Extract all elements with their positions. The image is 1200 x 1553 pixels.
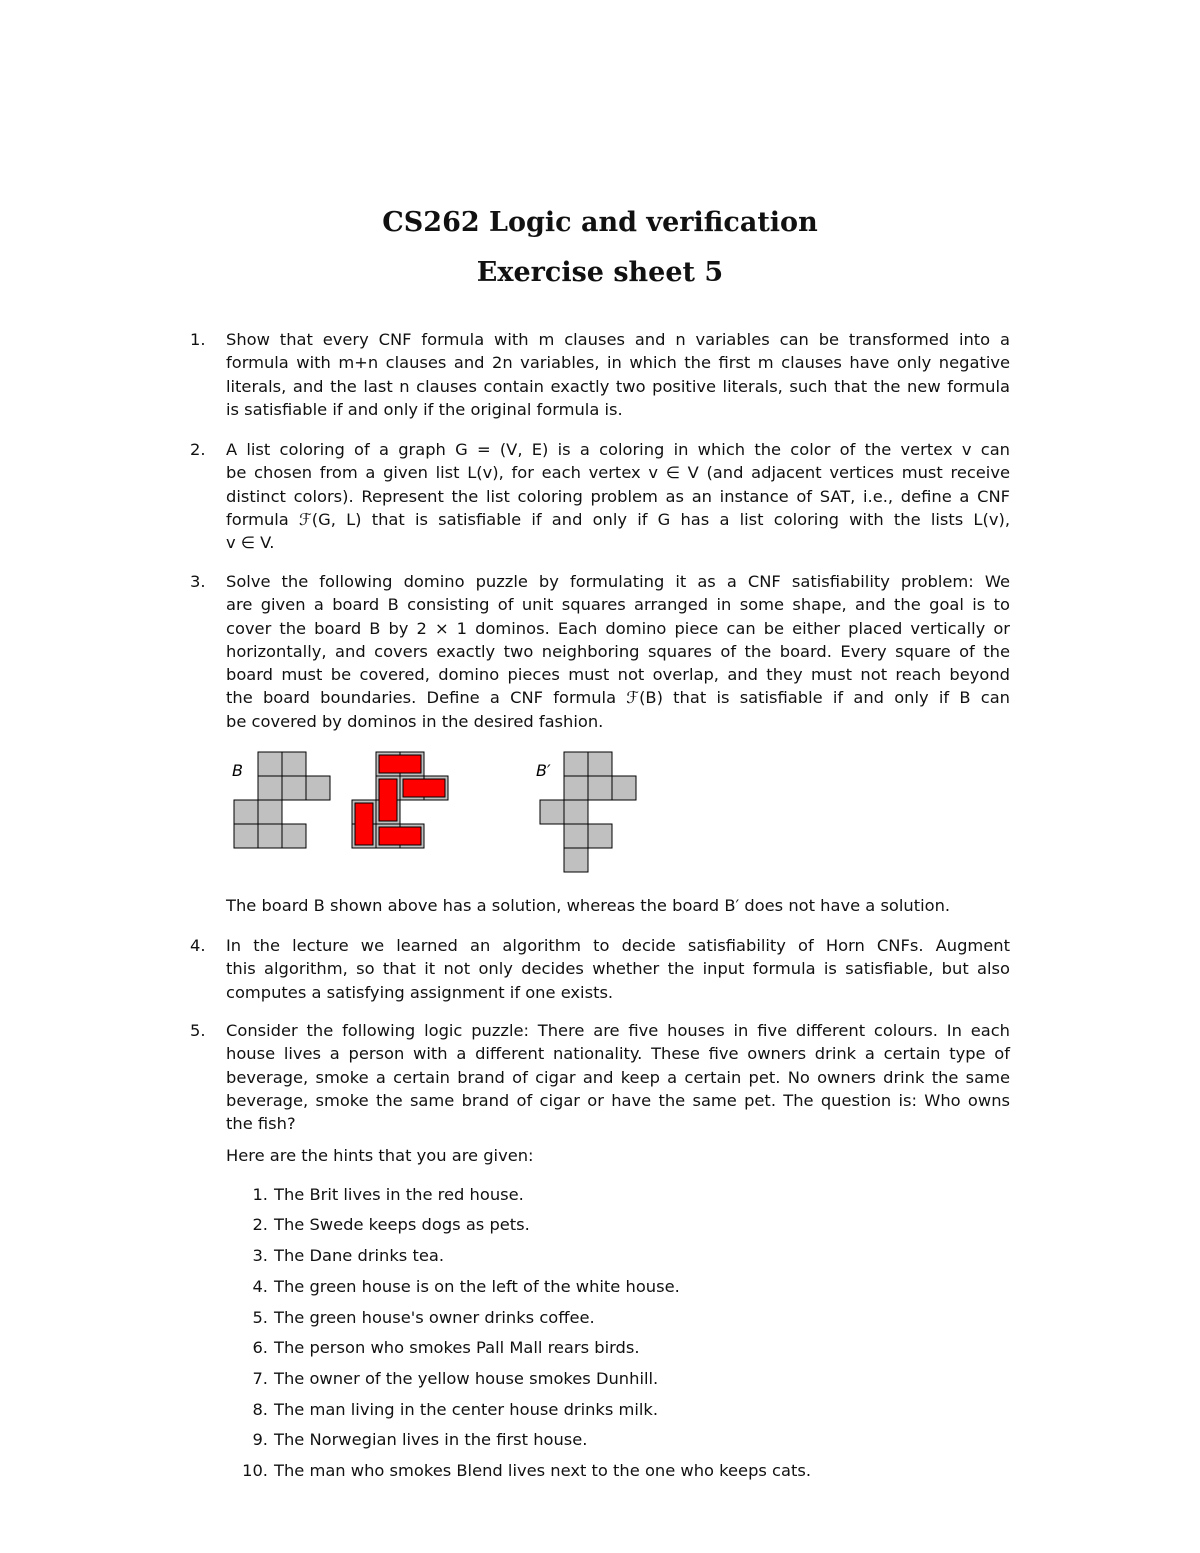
exercise-line: be chosen from a given list L(v), for each vertex v ∈ V (and adjacent vertices must receive (226, 463, 1010, 483)
exercise-line: horizontally, and covers exactly two neighboring squares of the board. Every square of the (226, 641, 1010, 661)
hint-item (240, 1183, 524, 1206)
domino-piece (355, 803, 373, 845)
hint-number: 1. (252, 1185, 268, 1204)
exercise-2 (190, 438, 1010, 554)
exercise-line: A list coloring of a graph G = (V, E) is a coloring in which the color of the vertex v can (226, 440, 1010, 459)
hint-number: 4. (252, 1277, 268, 1296)
domino-piece (379, 827, 421, 845)
board-cell (612, 776, 636, 800)
figure-caption: The board B shown above has a solution, whereas the board B′ does not have a solution. (226, 896, 951, 915)
hint-text: The man who smokes Blend lives next to the one who keeps cats. (274, 1461, 812, 1480)
hint-item (240, 1275, 680, 1298)
board-cell (258, 824, 282, 848)
board-cell (588, 776, 612, 800)
board-cell (258, 776, 282, 800)
hint-text: The Dane drinks tea. (274, 1246, 444, 1265)
exercise-line: Consider the following logic puzzle: There are five houses in five different colours. In each (226, 1021, 1010, 1040)
hint-item (240, 1459, 811, 1482)
board-cell (282, 824, 306, 848)
exercise-line: In the lecture we learned an algorithm to decide satisfiability of Horn CNFs. Augment (226, 936, 1010, 955)
board-cell (258, 752, 282, 776)
hint-number: 3. (252, 1246, 268, 1265)
hint-item (240, 1213, 530, 1236)
board-cell (588, 824, 612, 848)
hint-number: 10. (242, 1461, 268, 1480)
exercise-line: distinct colors). Represent the list coloring problem as an instance of SAT, i.e., define a CNF (226, 486, 1010, 506)
hint-item (240, 1398, 658, 1421)
board-cell (234, 800, 258, 824)
hint-number: 2. (252, 1215, 268, 1234)
exercise-line: Solve the following domino puzzle by formulating it as a CNF satisfiability problem: We (226, 572, 1010, 591)
hint-text: The owner of the yellow house smokes Dunhill. (274, 1369, 659, 1388)
domino-piece (379, 779, 397, 821)
exercise-line: Show that every CNF formula with m clauses and n variables can be transformed into a (226, 330, 1010, 349)
board-cell (258, 800, 282, 824)
exercise-line: formula with m+n clauses and 2n variables, in which the first m clauses have only negative (226, 353, 1010, 373)
exercise-line: beverage, smoke a certain brand of cigar and keep a certain pet. No owners drink the same (226, 1067, 1010, 1087)
hint-text: The Brit lives in the red house. (274, 1185, 524, 1204)
sheet-title: Exercise sheet 5 (476, 257, 724, 288)
exercise-line: are given a board B consisting of unit squares arranged in some shape, and the goal is to (226, 595, 1010, 615)
hint-item (240, 1367, 658, 1390)
board-cell (306, 776, 330, 800)
exercise-number: 1. (190, 330, 206, 349)
exercise-3 (190, 570, 1010, 733)
hint-text: The green house's owner drinks coffee. (274, 1308, 595, 1327)
exercise-line: cover the board B by 2 × 1 dominos. Each domino piece can be either placed vertically or (226, 618, 1010, 638)
hint-item (240, 1336, 640, 1359)
exercise-1 (190, 328, 1010, 421)
exercise-line: v ∈ V. (226, 533, 275, 553)
hint-text: The Norwegian lives in the first house. (274, 1430, 588, 1449)
hint-number: 6. (252, 1338, 268, 1357)
exercise-number: 3. (190, 572, 206, 591)
exercise-line: board must be covered, domino pieces must not overlap, and they must not reach beyond (226, 665, 1010, 685)
exercise-line: is satisfiable if and only if the original formula is. (226, 399, 623, 419)
board-cell (564, 824, 588, 848)
hint-text: The Swede keeps dogs as pets. (274, 1215, 530, 1234)
board-b-prime (540, 752, 636, 872)
course-title: CS262 Logic and verification (382, 207, 818, 238)
exercise-line: house lives a person with a different nationality. These five owners drink a certain type of (226, 1044, 1010, 1064)
hint-text: The green house is on the left of the white house. (274, 1277, 680, 1296)
exercise-line: computes a satisfying assignment if one exists. (226, 982, 614, 1002)
domino-piece (403, 779, 445, 797)
board-cell (282, 752, 306, 776)
board-cell (564, 752, 588, 776)
board-cell (564, 776, 588, 800)
hint-number: 8. (252, 1400, 268, 1419)
exercise-line: this algorithm, so that it not only decides whether the input formula is satisfiable, but also (226, 959, 1010, 979)
board-cell (282, 776, 306, 800)
hint-text: The person who smokes Pall Mall rears birds. (274, 1338, 640, 1357)
hint-item (240, 1306, 595, 1329)
board-cell (234, 824, 258, 848)
exercise-line: the board boundaries. Define a CNF formula ℱ(B) that is satisfiable if and only if B can (226, 688, 1010, 708)
exercise-5 (190, 1019, 1010, 1135)
exercise-line: the fish? (226, 1114, 296, 1134)
hint-item (240, 1428, 588, 1451)
hint-number: 9. (252, 1430, 268, 1449)
board-cell (564, 848, 588, 872)
exercise-line: be covered by dominos in the desired fashion. (226, 711, 604, 731)
board-b-prime-label: B′ (536, 761, 551, 780)
hints-intro: Here are the hints that you are given: (226, 1146, 534, 1165)
board-cell (540, 800, 564, 824)
board-cell (564, 800, 588, 824)
exercise-line: beverage, smoke the same brand of cigar or have the same pet. The question is: Who owns (226, 1090, 1010, 1110)
exercise-line: literals, and the last n clauses contain exactly two positive literals, such that the new formula (226, 376, 1010, 396)
hint-item (240, 1244, 444, 1267)
exercise-line: formula ℱ(G, L) that is satisfiable if and only if G has a list coloring with the lists L(v), (226, 509, 1010, 529)
board-b-solution (352, 752, 448, 848)
hint-number: 5. (252, 1308, 268, 1327)
hint-text: The man living in the center house drinks milk. (274, 1400, 659, 1419)
hint-number: 7. (252, 1369, 268, 1388)
exercise-number: 5. (190, 1021, 206, 1040)
board-b-label: B (232, 761, 243, 780)
board-b (234, 752, 330, 848)
domino-piece (379, 755, 421, 773)
domino-boards-figure (220, 745, 660, 875)
exercise-number: 4. (190, 936, 206, 955)
exercise-4 (190, 934, 1010, 1004)
board-cell (588, 752, 612, 776)
exercise-number: 2. (190, 440, 206, 459)
